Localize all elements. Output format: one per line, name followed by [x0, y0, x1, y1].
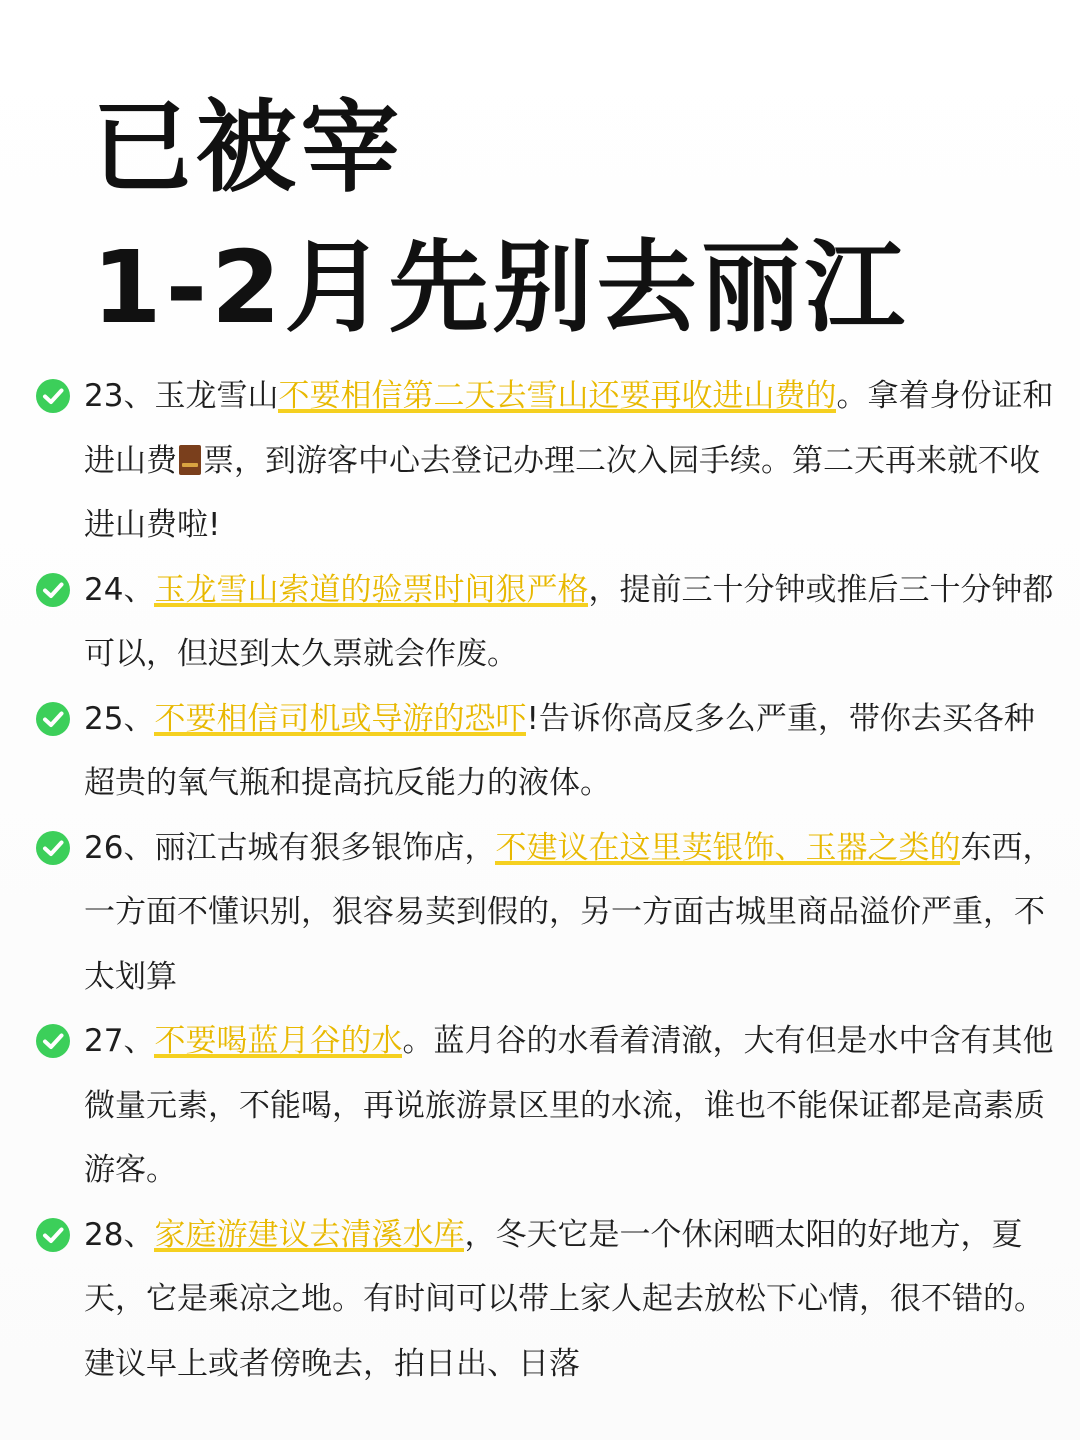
tips-list: [36, 364, 1056, 1396]
title-block: [92, 78, 1032, 358]
highlight-text: 不要喝蓝月谷的水: [154, 1023, 403, 1059]
check-circle-icon: [36, 379, 70, 413]
list-item: [36, 1203, 1056, 1397]
item-text-post: ，提前三十分钟或推后三十分钟都可以，但迟到太久票就会作废。: [84, 571, 1054, 672]
item-number: 26、: [84, 829, 155, 866]
check-circle-icon: [36, 831, 70, 865]
list-item: [36, 687, 1056, 816]
item-number: 27、: [84, 1023, 155, 1059]
item-text: [84, 1203, 1056, 1397]
check-circle-icon: [36, 1024, 70, 1058]
item-text-post: ，冬天它是一个休闲晒太阳的好地方，夏天，它是乘凉之地。有时间可以带上家人起去放松下心情，很不错的。建议早上或者傍晚去，拍日出、日落: [84, 1216, 1045, 1382]
highlight-text: 不建议在这里荬银饰、玉器之类的: [495, 829, 961, 866]
item-text: [84, 816, 1056, 1010]
item-text: [84, 558, 1056, 687]
check-circle-icon: [36, 573, 70, 607]
item-text-post: 。蓝月谷的水看着清澈，大有但是水中含有其他微量元素，不能喝，再说旅游景区里的水流，谁也不能保证都是高素质游客。: [84, 1023, 1054, 1188]
item-number: 25、: [84, 700, 155, 737]
check-circle-icon: [36, 702, 70, 736]
list-item: [36, 1009, 1056, 1203]
item-text-post: 票，到游客中心去登记办理二次入园手续。第二天再来就不收进山费啦!: [84, 442, 1040, 543]
list-item: [36, 558, 1056, 687]
item-text: [84, 364, 1056, 558]
title-line-1: 已被宰: [92, 89, 404, 206]
item-number: 28、: [84, 1216, 155, 1253]
title-line-2: 1-2月先别去丽江: [92, 229, 909, 346]
item-text-post: 东西，一方面不懂识别，狠容易荬到假的，另一方面古城里商品溢价严重，不太划算: [84, 829, 1054, 995]
highlight-text: 不要相信第二天去雪山还要再收进山费的: [278, 378, 837, 414]
check-circle-icon: [36, 1218, 70, 1252]
item-text-pre: 玉龙雪山: [154, 378, 279, 414]
highlight-text: 家庭游建议去清溪水库: [154, 1216, 465, 1253]
list-item: [36, 816, 1056, 1010]
ticket-icon: [179, 445, 201, 475]
item-text: [84, 1009, 1056, 1203]
item-text-post: !告诉你高反多么严重，带你去买各种超贵的氧气瓶和提高抗反能力的液体。: [84, 700, 1035, 801]
item-number: 24、: [84, 571, 155, 608]
item-text-pre: 丽江古城有狠多银饰店，: [154, 829, 496, 866]
item-text-post: 。拿着身份证和进山费: [84, 378, 1054, 479]
item-text: [84, 687, 1056, 816]
list-item: [36, 364, 1056, 558]
highlight-text: 不要相信司机或导游的恐吓: [154, 700, 527, 737]
highlight-text: 玉龙雪山索道的验票时间狠严格: [154, 571, 589, 608]
item-number: 23、: [84, 378, 155, 414]
